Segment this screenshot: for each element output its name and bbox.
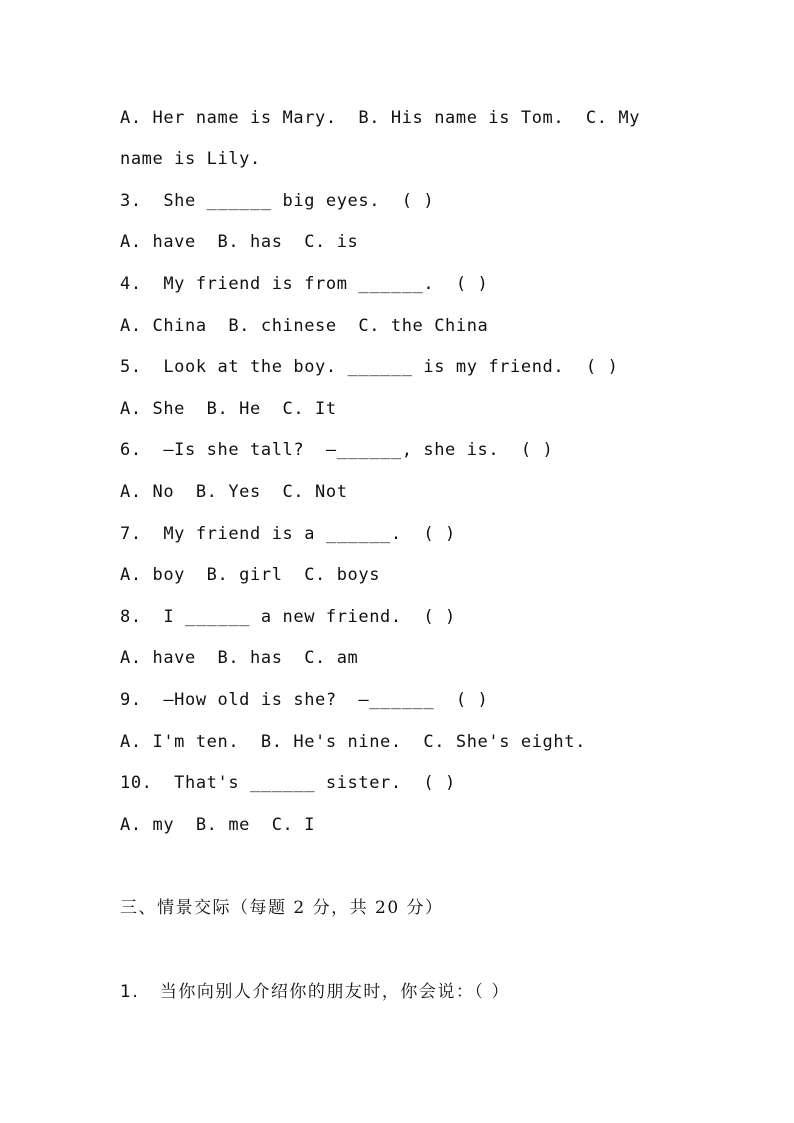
question-8-options: A. have B. has C. am bbox=[120, 648, 359, 668]
question-5: 5. Look at the boy. ______ is my friend. ( ) bbox=[120, 357, 619, 377]
question-9-options: A. I'm ten. B. He's nine. C. She's eight. bbox=[120, 732, 586, 752]
q2-options-line2: name is Lily. bbox=[120, 149, 261, 169]
question-7-options: A. boy B. girl C. boys bbox=[120, 565, 381, 585]
question-3-options: A. have B. has C. is bbox=[120, 232, 359, 252]
section-heading: 三、情景交际（每题 2 分，共 20 分） bbox=[120, 898, 444, 918]
question-8: 8. I ______ a new friend. ( ) bbox=[120, 607, 456, 627]
question-5-options: A. She B. He C. It bbox=[120, 399, 337, 419]
question-10-options: A. my B. me C. I bbox=[120, 815, 316, 835]
section-question-1: 1. 当你向别人介绍你的朋友时，你会说：（ ） bbox=[120, 982, 510, 1002]
question-7: 7. My friend is a ______. ( ) bbox=[120, 524, 456, 544]
question-10: 10. That's ______ sister. ( ) bbox=[120, 773, 456, 793]
question-4-options: A. China B. chinese C. the China bbox=[120, 316, 489, 336]
q2-options-line1: A. Her name is Mary. B. His name is Tom. C. My bbox=[120, 108, 641, 128]
question-6-options: A. No B. Yes C. Not bbox=[120, 482, 348, 502]
question-4: 4. My friend is from ______. ( ) bbox=[120, 274, 489, 294]
question-9: 9. —How old is she? —______ ( ) bbox=[120, 690, 489, 710]
question-6: 6. —Is she tall? —______, she is. ( ) bbox=[120, 440, 554, 460]
question-3: 3. She ______ big eyes. ( ) bbox=[120, 191, 435, 211]
